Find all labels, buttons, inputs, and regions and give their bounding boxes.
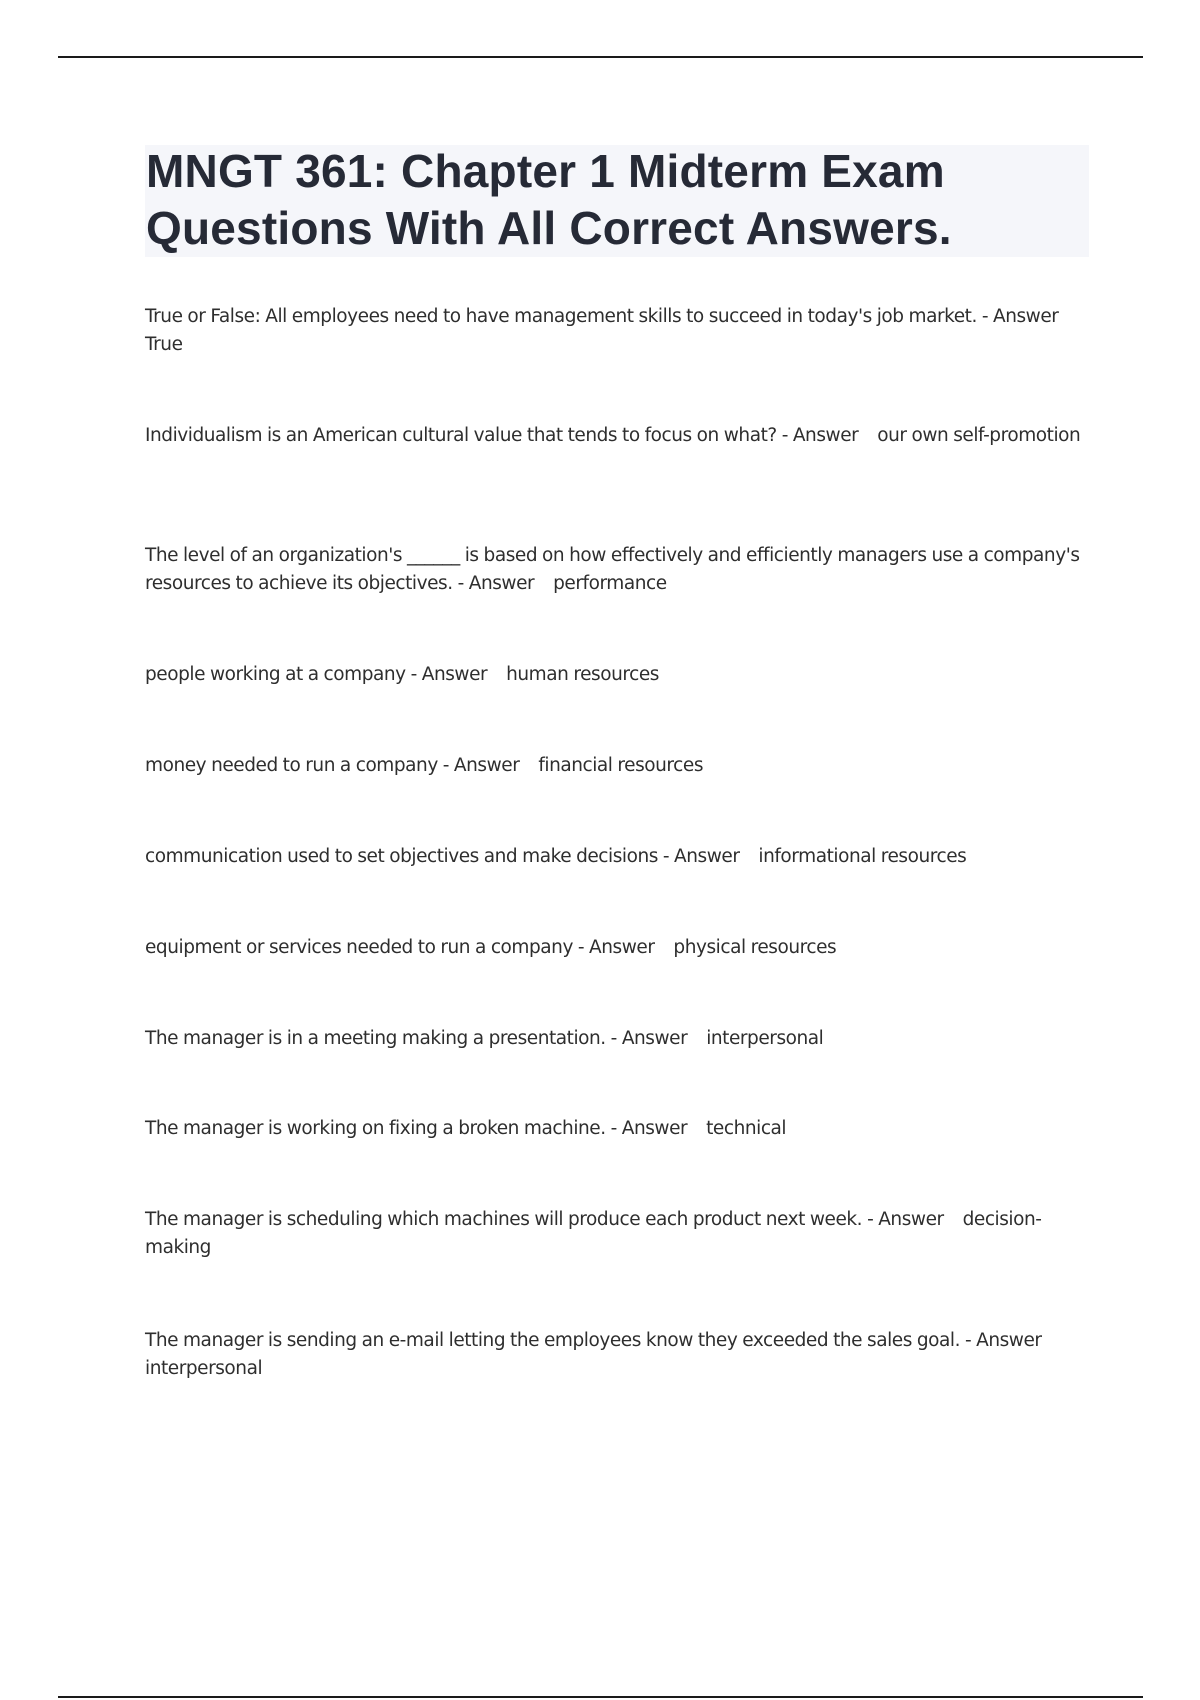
question-text: True or False: All employees need to have management skills to succeed in today's job market.	[145, 306, 977, 327]
answer-text: performance	[553, 573, 667, 594]
page-title	[146, 143, 1086, 257]
qa-item	[145, 1025, 1085, 1053]
title-line-2: Questions With All Correct Answers.	[146, 202, 952, 254]
question-text: communication used to set objectives and make decisions	[145, 846, 658, 867]
answer-label: - Answer	[610, 1118, 688, 1139]
question-text: The manager is in a meeting making a presentation.	[145, 1028, 606, 1049]
qa-item	[145, 542, 1085, 598]
qa-item	[145, 303, 1085, 359]
answer-text: our own self-promotion	[877, 425, 1081, 446]
answer-text: financial resources	[538, 755, 704, 776]
title-line-1: MNGT 361: Chapter 1 Midterm Exam	[146, 145, 945, 197]
qa-item	[145, 1206, 1085, 1262]
answer-label: - Answer	[410, 664, 488, 685]
question-text: The manager is working on fixing a broken machine.	[145, 1118, 606, 1139]
answer-label: - Answer	[981, 306, 1059, 327]
answer-text: human resources	[506, 664, 659, 685]
qa-item	[145, 661, 1085, 689]
answer-label: - Answer	[442, 755, 520, 776]
answer-label: - Answer	[781, 425, 859, 446]
question-text: The manager is sending an e-mail letting the employees know they exceeded the sales goal.	[145, 1330, 961, 1351]
qa-item	[145, 843, 1085, 871]
answer-text: interpersonal	[706, 1028, 824, 1049]
answer-label: - Answer	[964, 1330, 1042, 1351]
answer-text: decision-making	[145, 1209, 1042, 1258]
answer-text: interpersonal	[145, 1358, 263, 1379]
answer-label: - Answer	[610, 1028, 688, 1049]
question-text: The manager is scheduling which machines will produce each product next week.	[145, 1209, 863, 1230]
answer-text: physical resources	[673, 937, 837, 958]
qa-item	[145, 422, 1085, 450]
qa-item	[145, 1115, 1085, 1143]
question-text: money needed to run a company	[145, 755, 438, 776]
answer-label: - Answer	[662, 846, 740, 867]
answer-label: - Answer	[577, 937, 655, 958]
question-text: equipment or services needed to run a company	[145, 937, 573, 958]
answer-text: technical	[706, 1118, 787, 1139]
qa-item	[145, 752, 1085, 780]
question-text: Individualism is an American cultural value that tends to focus on what?	[145, 425, 777, 446]
qa-item	[145, 934, 1085, 962]
answer-label: - Answer	[867, 1209, 944, 1230]
answer-label: - Answer	[457, 573, 535, 594]
qa-item	[145, 1327, 1085, 1383]
question-text: The level of an organization's ______ is based on how effectively and efficiently managers use a company's resources to achieve its objectives.	[145, 545, 1080, 594]
answer-text: informational resources	[758, 846, 967, 867]
bottom-rule	[58, 1696, 1143, 1698]
top-rule	[58, 56, 1143, 58]
answer-text: True	[145, 334, 183, 355]
question-text: people working at a company	[145, 664, 406, 685]
